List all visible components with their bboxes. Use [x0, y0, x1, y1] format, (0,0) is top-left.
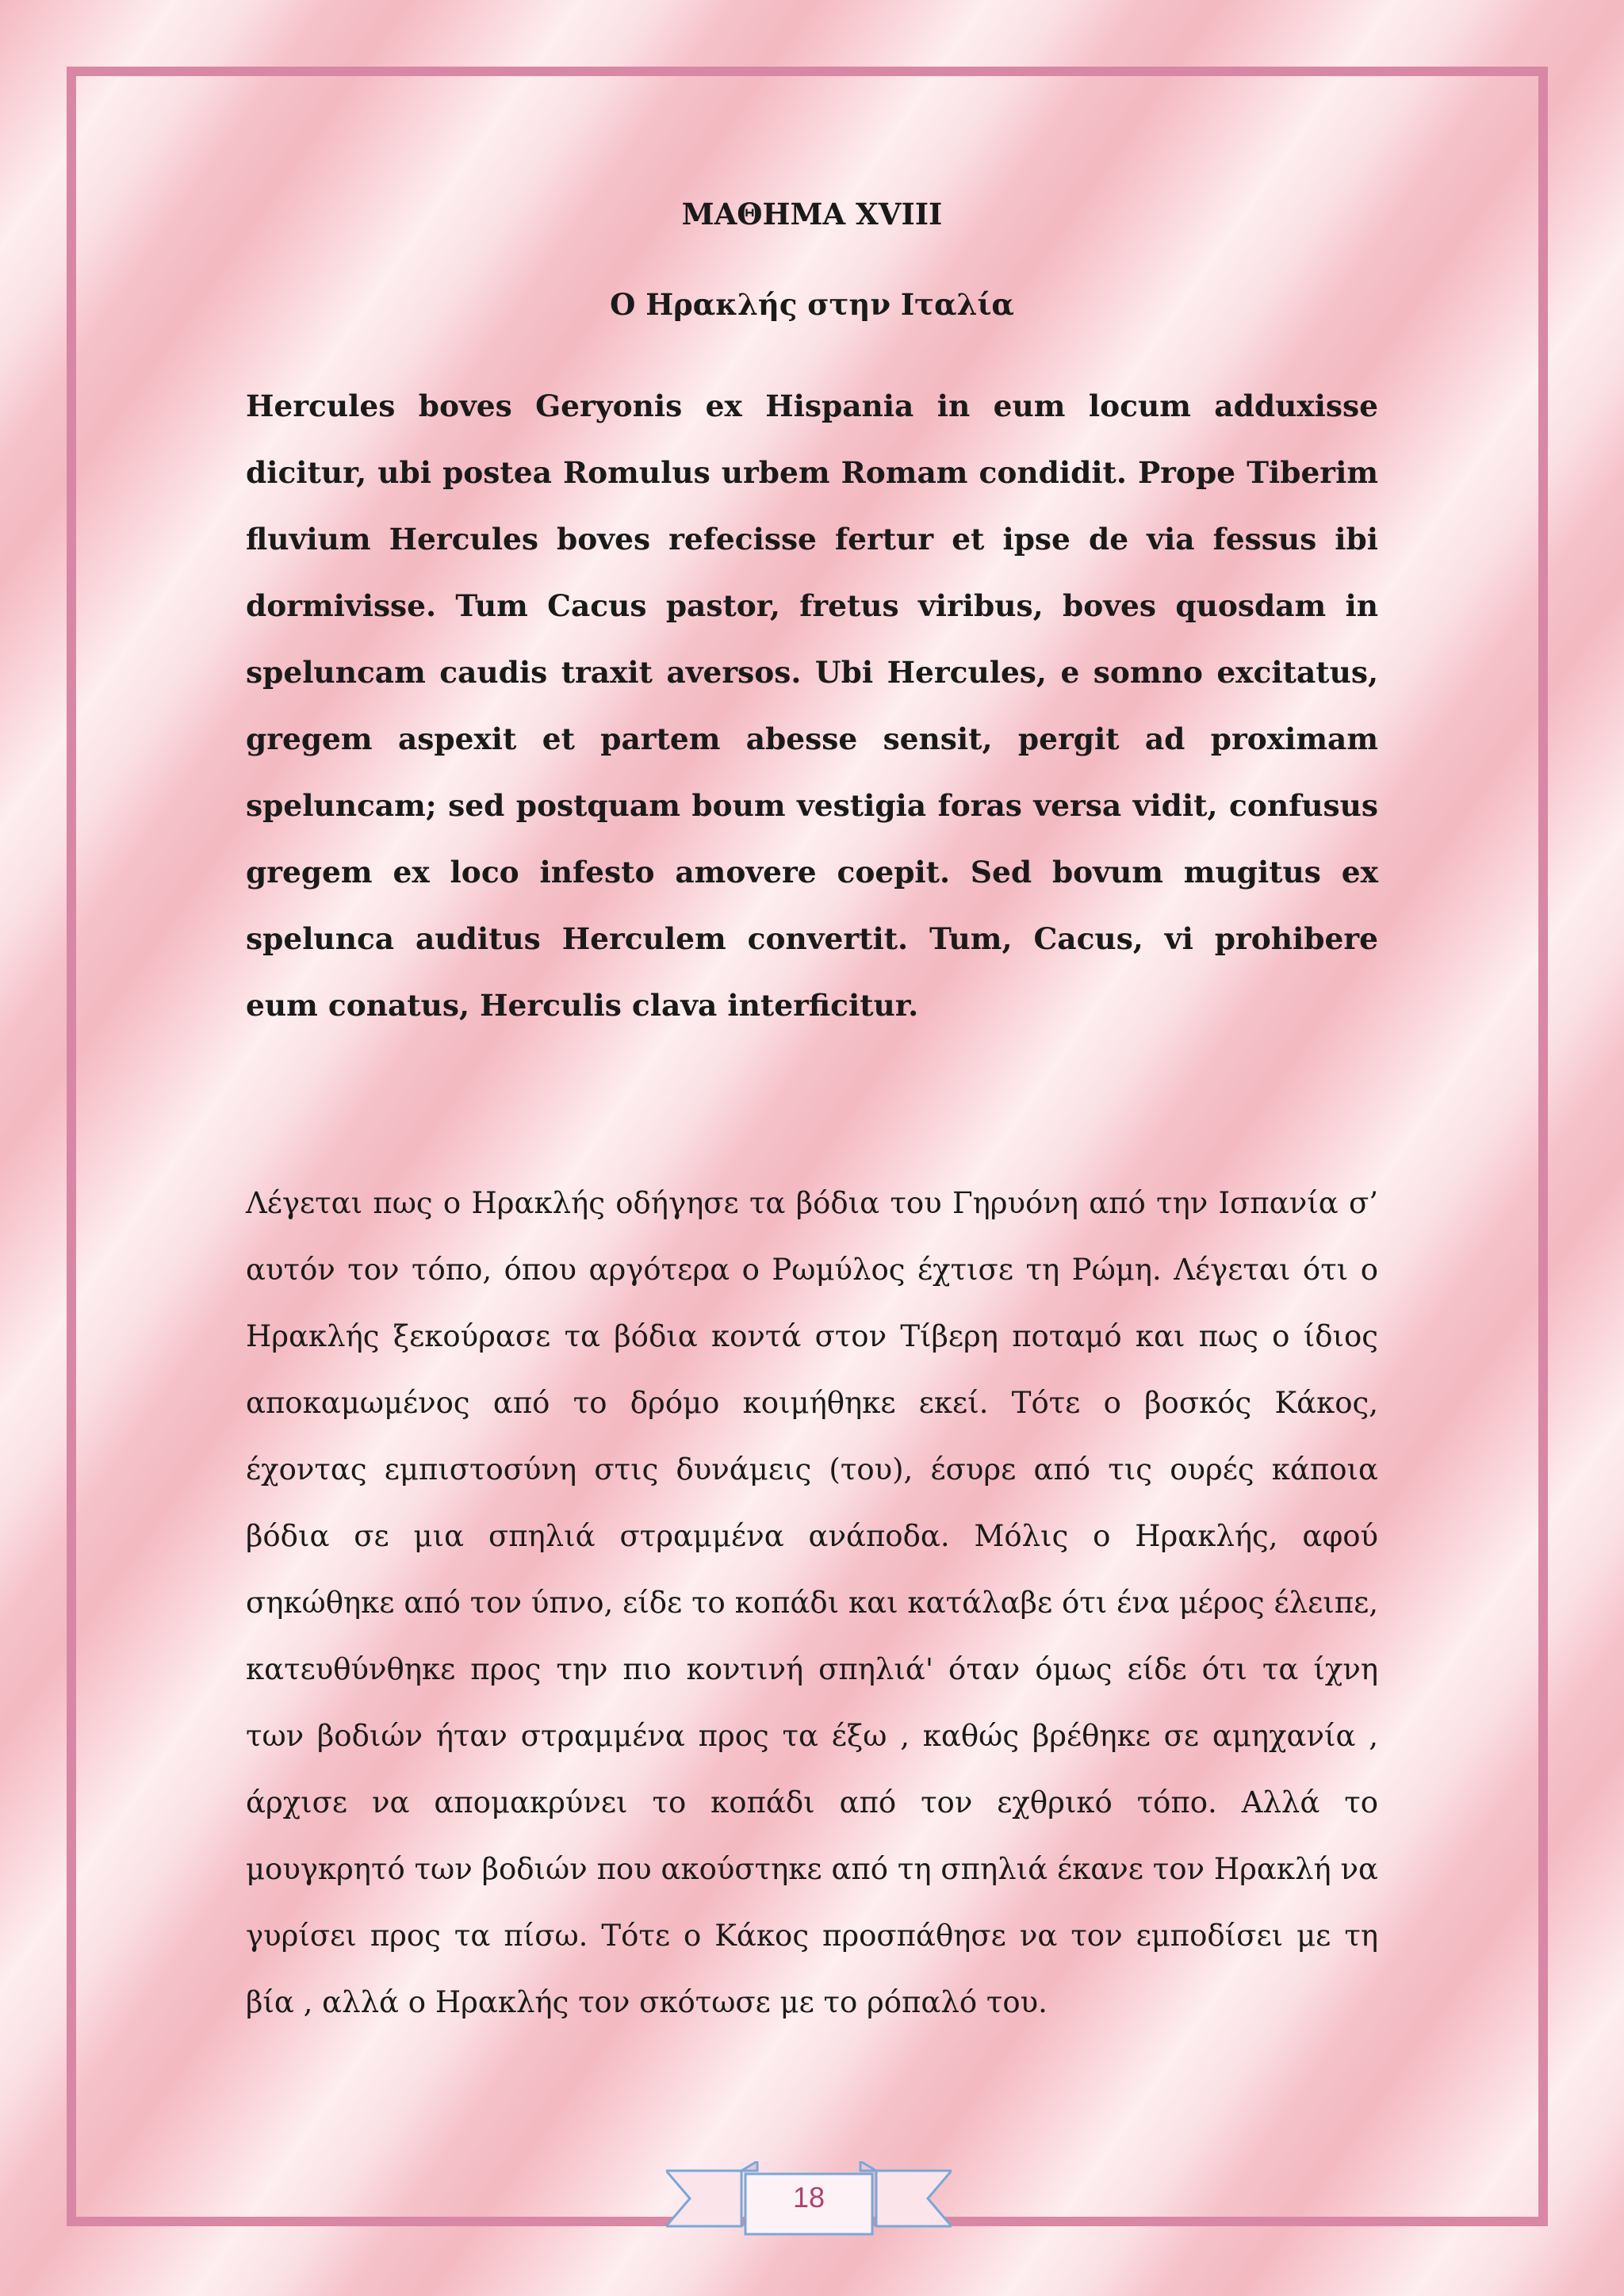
greek-translation-paragraph: Λέγεται πως ο Ηρακλής οδήγησε τα βόδια του Γηρυόνη από την Ισπανία σ’ αυτόν τον τόπο, όπου αργότερα ο Ρωμύλος έχτισε τη Ρώμη. Λέγεται ότι ο Ηρακλής ξεκούρασε τα βόδια κοντά στον Τίβερη ποταμό και πως ο ίδιος αποκαμωμένος από το δρόμο κοιμήθηκε εκεί. Τότε ο βοσκός Κάκος, έχοντας εμπιστοσύνη στις δυνάμεις (του), έσυρε από τις ουρές κάποια βόδια σε μια σπηλιά στραμμένα ανάποδα. Μόλις ο Ηρακλής, αφού σηκώθηκε από τον ύπνο, είδε το κοπάδι και κατάλαβε ότι ένα μέρος έλειπε, κατευθύνθηκε προς την πιο κοντινή σπηλιά' όταν όμως είδε ότι τα ίχνη των βοδιών ήταν στραμμένα προς τα έξω , καθώς βρέθηκε σε αμηχανία , άρχισε να απομακρύνει το κοπάδι από τον εχθρικό τόπο. Αλλά το μουγκρητό των βοδιών που ακούστηκε από τη σπηλιά έκανε τον Ηρακλή να γυρίσει προς τα πίσω. Τότε ο Κάκος προσπάθησε να τον εμποδίσει με τη βία , αλλά ο Ηρακλής τον σκότωσε με το ρόπαλό του. [246, 1186, 1378, 2019]
lesson-title: ΜΑΘΗΜΑ XVIII [681, 197, 943, 232]
page-number: 18 [792, 2181, 825, 2214]
page-content [246, 190, 1378, 2036]
latin-text-paragraph: Hercules boves Geryonis ex Hispania in eum locum adduxisse dicitur, ubi postea Romulus urbem Romam condidit. Prope Tiberim fluvium Hercules boves refecisse fertur et ipse de via fessus ibi dormivisse. Tum Cacus pastor, fretus viribus, boves quosdam in speluncam caudis traxit aversos. Ubi Hercules, e somno excitatus, gregem aspexit et partem abesse sensit, pergit ad proximam speluncam; sed postquam boum vestigia foras versa vidit, confusus gregem ex loco infesto amovere coepit. Sed bovum mugitus ex spelunca auditus Herculem convertit. Tum, Cacus, vi prohibere eum conatus, Herculis clava interficitur. [246, 388, 1378, 1023]
page-number-ribbon [666, 2161, 952, 2241]
lesson-subtitle: Ο Ηρακλής στην Ιταλία [610, 287, 1014, 322]
